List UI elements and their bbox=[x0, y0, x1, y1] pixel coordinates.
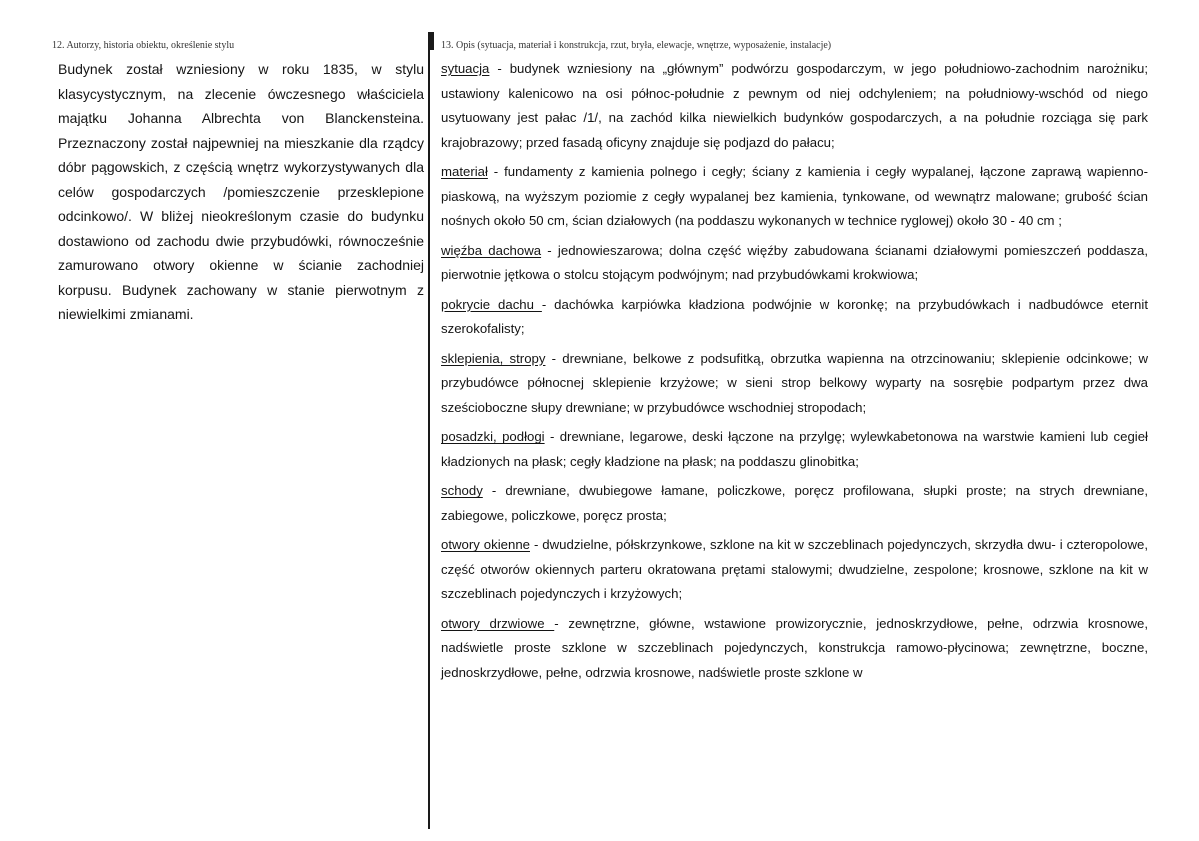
section-text: - budynek wzniesiony na „głównym” podwórzu gospodarczym, w jego południowo-zachodnim narożniku; ustawiony kalenicowo na osi północ-południe z pewnym od niej odchyleniem; na południowy-wschód od niego usytuowany jest pałac /1/, na zachód kilka niewielkich budynków gospodarczych, a na południe rozciąga się park krajobrazowy; przed fasadą oficyny znajduje się podjazd do pałacu; bbox=[441, 61, 1148, 150]
section-doors bbox=[441, 612, 1148, 686]
history-column bbox=[52, 40, 424, 327]
section-material bbox=[441, 160, 1148, 234]
section-floors bbox=[441, 425, 1148, 474]
section-term: więźba dachowa bbox=[441, 242, 542, 258]
section-roof-truss bbox=[441, 239, 1148, 288]
section-term: sklepienia, stropy bbox=[441, 350, 546, 366]
section-text: - drewniane, legarowe, deski łączone na przylgę; wylewkabetonowa na warstwie kamieni lub cegieł kładzionych na płask; cegły kładzione na płask; na poddaszu glinobitka; bbox=[441, 429, 1148, 469]
section-windows bbox=[441, 533, 1148, 607]
section-term: sytuacja bbox=[441, 61, 490, 76]
section-term: materiał bbox=[441, 164, 488, 180]
section-text: - dwudzielne, półskrzynkowe, szklone na kit w szczeblinach pojedynczych, skrzydła dwu- i czteropolowe, część otworów okiennych parteru okratowana prętami stalowymi; dwudzielne, zespolone; krosnowe, szklone na kit w szczeblinach pojedynczych i krzyżowych; bbox=[441, 537, 1148, 602]
column-divider bbox=[428, 32, 430, 829]
section-stairs bbox=[441, 479, 1148, 528]
description-heading: 13. Opis (sytuacja, materiał i konstrukcja, rzut, bryła, elewacje, wnętrze, wyposażenie, instalacje) bbox=[441, 40, 832, 51]
section-text: - drewniane, belkowe z podsufitką, obrzutka wapienna na otrzcinowaniu; sklepienie odcinkowe; w przybudówce północnej sklepienie krzyżowe; w sieni strop belkowy wyparty na sosrębie podpartym przez dwa sześcioboczne słupy drewniane; w przybudówce wschodniej stropodach; bbox=[441, 350, 1148, 415]
section-ceilings bbox=[441, 347, 1148, 421]
section-text: - dachówka karpiówka kładziona podwójnie w koronkę; na przybudówkach i nadbudówce eternit szerokofalisty; bbox=[441, 296, 1148, 337]
section-term: otwory drzwiowe bbox=[441, 615, 555, 631]
section-term: schody bbox=[441, 483, 483, 499]
section-term: posadzki, podłogi bbox=[441, 429, 545, 445]
section-text: - zewnętrzne, główne, wstawione prowizorycznie, jednoskrzydłowe, pełne, odrzwia krosnowe, nadświetle proste szklone w szczeblinach pojedynczych, konstrukcja ramowo-płycinowa; zewnętrzne, boczne, jednoskrzydłowe, pełne, odrzwia krosnowe, nadświetle proste szklone w bbox=[441, 615, 1148, 681]
section-text: - drewniane, dwubiegowe łamane, policzkowe, poręcz profilowana, słupki proste; na strych drewniane, zabiegowe, policzkowe, poręcz prosta; bbox=[441, 483, 1148, 523]
section-term: pokrycie dachu bbox=[441, 296, 542, 312]
section-text: - jednowieszarowa; dolna część więźby zabudowana ścianami działowymi pomieszczeń poddasza, pierwotnie jętkowa o stolcu stojącym podwójnym; nad przybudówkami krokwiowa; bbox=[441, 242, 1148, 283]
divider-mark bbox=[430, 32, 434, 50]
section-text: - fundamenty z kamienia polnego i cegły; ściany z kamienia i cegły wypalanej, łączone zaprawą wapienno-piaskową, na wyższym poziomie z cegły wypalanej bez kamienia, tynkowane, od wewnątrz malowane; grubość ścian nośnych około 50 cm, ścian działowych (na poddaszu wykonanych w technice ryglowej) około 30 - 40 cm ; bbox=[441, 164, 1148, 229]
section-situation bbox=[441, 57, 1148, 155]
description-column bbox=[441, 40, 1148, 690]
section-roof-covering bbox=[441, 293, 1148, 342]
history-heading: 12. Autorzy, historia obiektu, określenie stylu bbox=[52, 40, 235, 51]
section-term: otwory okienne bbox=[441, 537, 530, 553]
history-text: Budynek został wzniesiony w roku 1835, w stylu klasycystycznym, na zlecenie ówczesnego właściciela majątku Johanna Albrechta von Blanckensteina. Przeznaczony został najpewniej na mieszkanie dla rządcy dóbr pągowskich, z częścią wnętrz wykorzystywanych dla celów gospodarczych /pomieszczenie przesklepione odcinkowo/. W bliżej nieokreślonym czasie do budynku dostawiono od zachodu dwie przybudówki, równocześnie zamurowano otwory okienne w ścianie zachodniej korpusu. Budynek zachowany w stanie pierwotnym z niewielkimi zmianami. bbox=[58, 61, 424, 322]
